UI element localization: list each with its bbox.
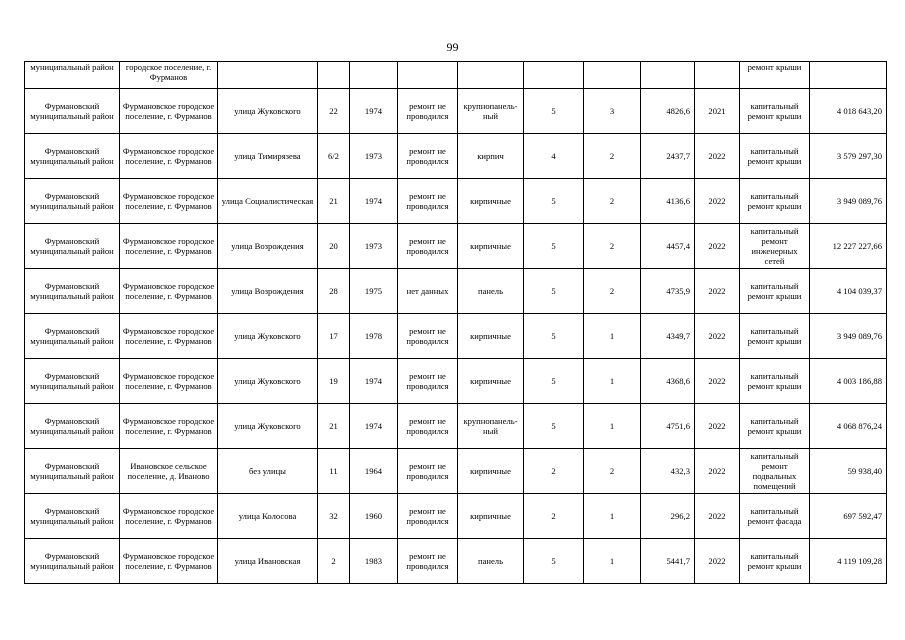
cell-work-type: капитальный ремонт крыши [740, 134, 810, 179]
cell-district: муниципальный район [25, 62, 120, 89]
cell-work-type: капитальный ремонт крыши [740, 314, 810, 359]
cell-cost: 4 018 643,20 [810, 89, 887, 134]
cell-floors: 2 [524, 494, 584, 539]
cell-house: 21 [318, 179, 350, 224]
cell-last-repair: ремонт не проводился [398, 224, 458, 269]
cell-entrances: 2 [584, 134, 641, 179]
cell-empty [218, 62, 318, 89]
cell-house: 17 [318, 314, 350, 359]
cell-street: улица Жуковского [218, 404, 318, 449]
cell-cost: 4 068 876,24 [810, 404, 887, 449]
cell-floors: 5 [524, 269, 584, 314]
table-row-continued [25, 62, 887, 89]
cell-settlement: Фурмановское городское поселение, г. Фурманов [120, 224, 218, 269]
cell-last-repair: ремонт не проводился [398, 359, 458, 404]
cell-area: 2437,7 [641, 134, 695, 179]
cell-area: 5441,7 [641, 539, 695, 584]
cell-empty [398, 62, 458, 89]
cell-year: 1964 [350, 449, 398, 494]
cell-district: Фурмановский муниципальный район [25, 269, 120, 314]
cell-area: 296,2 [641, 494, 695, 539]
cell-work-type: капитальный ремонт подвальных помещений [740, 449, 810, 494]
cell-work-type: капитальный ремонт инженерных сетей [740, 224, 810, 269]
cell-district: Фурмановский муниципальный район [25, 539, 120, 584]
table-row [25, 404, 887, 449]
cell-plan-year: 2022 [695, 359, 740, 404]
cell-settlement: Фурмановское городское поселение, г. Фурманов [120, 134, 218, 179]
cell-material: кирпичные [458, 449, 524, 494]
cell-year: 1974 [350, 359, 398, 404]
cell-work-type: капитальный ремонт крыши [740, 89, 810, 134]
cell-year: 1983 [350, 539, 398, 584]
cell-empty [350, 62, 398, 89]
cell-area: 432,3 [641, 449, 695, 494]
cell-entrances: 2 [584, 269, 641, 314]
cell-street: улица Социалистическая [218, 179, 318, 224]
cell-entrances: 1 [584, 404, 641, 449]
cell-work-type: капитальный ремонт крыши [740, 539, 810, 584]
cell-cost: 4 003 186,88 [810, 359, 887, 404]
cell-settlement: городское поселение, г. Фурманов [120, 62, 218, 89]
cell-work-type: капитальный ремонт фасада [740, 494, 810, 539]
cell-street: без улицы [218, 449, 318, 494]
cell-floors: 2 [524, 449, 584, 494]
cell-area: 4735,9 [641, 269, 695, 314]
cell-cost: 3 949 089,76 [810, 314, 887, 359]
cell-empty [524, 62, 584, 89]
cell-street: улица Возрождения [218, 224, 318, 269]
cell-entrances: 3 [584, 89, 641, 134]
cell-work-type: капитальный ремонт крыши [740, 404, 810, 449]
cell-plan-year: 2022 [695, 314, 740, 359]
cell-district: Фурмановский муниципальный район [25, 494, 120, 539]
cell-street: улица Ивановская [218, 539, 318, 584]
cell-district: Фурмановский муниципальный район [25, 449, 120, 494]
cell-district: Фурмановский муниципальный район [25, 224, 120, 269]
cell-floors: 4 [524, 134, 584, 179]
cell-floors: 5 [524, 314, 584, 359]
cell-last-repair: ремонт не проводился [398, 89, 458, 134]
table-row [25, 494, 887, 539]
cell-year: 1974 [350, 179, 398, 224]
cell-empty [318, 62, 350, 89]
cell-empty [584, 62, 641, 89]
cell-district: Фурмановский муниципальный район [25, 89, 120, 134]
table-row [25, 179, 887, 224]
cell-floors: 5 [524, 404, 584, 449]
table-row [25, 224, 887, 269]
cell-settlement: Фурмановское городское поселение, г. Фурманов [120, 359, 218, 404]
cell-street: улица Жуковского [218, 359, 318, 404]
cell-material: кирпичные [458, 179, 524, 224]
cell-area: 4826,6 [641, 89, 695, 134]
cell-year: 1974 [350, 404, 398, 449]
table-row [25, 539, 887, 584]
cell-district: Фурмановский муниципальный район [25, 314, 120, 359]
cell-material: кирпичные [458, 494, 524, 539]
cell-plan-year: 2022 [695, 539, 740, 584]
cell-area: 4751,6 [641, 404, 695, 449]
cell-street: улица Тимирязева [218, 134, 318, 179]
cell-house: 11 [318, 449, 350, 494]
cell-entrances: 1 [584, 539, 641, 584]
cell-empty [641, 62, 695, 89]
cell-entrances: 2 [584, 449, 641, 494]
cell-floors: 5 [524, 539, 584, 584]
table-row [25, 314, 887, 359]
cell-cost: 59 938,40 [810, 449, 887, 494]
cell-street: улица Жуковского [218, 89, 318, 134]
cell-work-type: капитальный ремонт крыши [740, 269, 810, 314]
cell-house: 21 [318, 404, 350, 449]
cell-settlement: Фурмановское городское поселение, г. Фурманов [120, 539, 218, 584]
cell-work-type: ремонт крыши [740, 62, 810, 89]
cell-entrances: 1 [584, 314, 641, 359]
cell-empty [695, 62, 740, 89]
cell-entrances: 2 [584, 179, 641, 224]
cell-entrances: 2 [584, 224, 641, 269]
cell-settlement: Ивановское сельское поселение, д. Иваново [120, 449, 218, 494]
cell-year: 1960 [350, 494, 398, 539]
cell-settlement: Фурмановское городское поселение, г. Фурманов [120, 494, 218, 539]
cell-last-repair: ремонт не проводился [398, 179, 458, 224]
cell-plan-year: 2022 [695, 494, 740, 539]
cell-floors: 5 [524, 359, 584, 404]
cell-empty [810, 62, 887, 89]
cell-plan-year: 2022 [695, 179, 740, 224]
cell-year: 1974 [350, 89, 398, 134]
cell-floors: 5 [524, 89, 584, 134]
cell-settlement: Фурмановское городское поселение, г. Фурманов [120, 314, 218, 359]
cell-cost: 3 579 297,30 [810, 134, 887, 179]
cell-house: 22 [318, 89, 350, 134]
table-row [25, 134, 887, 179]
cell-empty [458, 62, 524, 89]
cell-district: Фурмановский муниципальный район [25, 134, 120, 179]
cell-settlement: Фурмановское городское поселение, г. Фурманов [120, 89, 218, 134]
cell-cost: 3 949 089,76 [810, 179, 887, 224]
cell-material: кирпич [458, 134, 524, 179]
housing-repair-table [24, 61, 887, 584]
cell-house: 6/2 [318, 134, 350, 179]
cell-material: крупнопанель-ный [458, 89, 524, 134]
cell-settlement: Фурмановское городское поселение, г. Фурманов [120, 404, 218, 449]
table-row [25, 449, 887, 494]
cell-house: 32 [318, 494, 350, 539]
cell-plan-year: 2022 [695, 404, 740, 449]
cell-entrances: 1 [584, 494, 641, 539]
cell-work-type: капитальный ремонт крыши [740, 359, 810, 404]
cell-last-repair: ремонт не проводился [398, 404, 458, 449]
cell-settlement: Фурмановское городское поселение, г. Фурманов [120, 269, 218, 314]
cell-cost: 4 119 109,28 [810, 539, 887, 584]
cell-plan-year: 2022 [695, 269, 740, 314]
page-number: 99 [446, 40, 459, 54]
cell-plan-year: 2022 [695, 224, 740, 269]
cell-cost: 697 592,47 [810, 494, 887, 539]
cell-street: улица Жуковского [218, 314, 318, 359]
cell-area: 4349,7 [641, 314, 695, 359]
cell-material: кирпичные [458, 224, 524, 269]
cell-last-repair: нет данных [398, 269, 458, 314]
cell-last-repair: ремонт не проводился [398, 539, 458, 584]
cell-material: панель [458, 269, 524, 314]
cell-street: улица Возрождения [218, 269, 318, 314]
cell-last-repair: ремонт не проводился [398, 449, 458, 494]
cell-last-repair: ремонт не проводился [398, 314, 458, 359]
cell-plan-year: 2021 [695, 89, 740, 134]
cell-street: улица Колосова [218, 494, 318, 539]
cell-house: 20 [318, 224, 350, 269]
cell-plan-year: 2022 [695, 449, 740, 494]
cell-year: 1975 [350, 269, 398, 314]
cell-material: кирпичные [458, 359, 524, 404]
cell-area: 4136,6 [641, 179, 695, 224]
cell-material: панель [458, 539, 524, 584]
cell-year: 1973 [350, 224, 398, 269]
cell-house: 2 [318, 539, 350, 584]
cell-floors: 5 [524, 224, 584, 269]
cell-house: 19 [318, 359, 350, 404]
cell-material: крупнопанель-ный [458, 404, 524, 449]
table-row [25, 359, 887, 404]
cell-floors: 5 [524, 179, 584, 224]
cell-last-repair: ремонт не проводился [398, 494, 458, 539]
cell-material: кирпичные [458, 314, 524, 359]
cell-area: 4368,6 [641, 359, 695, 404]
cell-area: 4457,4 [641, 224, 695, 269]
cell-district: Фурмановский муниципальный район [25, 404, 120, 449]
cell-plan-year: 2022 [695, 134, 740, 179]
cell-year: 1978 [350, 314, 398, 359]
cell-last-repair: ремонт не проводился [398, 134, 458, 179]
cell-cost: 12 227 227,66 [810, 224, 887, 269]
cell-house: 28 [318, 269, 350, 314]
table-row [25, 89, 887, 134]
cell-cost: 4 104 039,37 [810, 269, 887, 314]
cell-district: Фурмановский муниципальный район [25, 179, 120, 224]
cell-entrances: 1 [584, 359, 641, 404]
cell-year: 1973 [350, 134, 398, 179]
cell-settlement: Фурмановское городское поселение, г. Фурманов [120, 179, 218, 224]
cell-district: Фурмановский муниципальный район [25, 359, 120, 404]
cell-work-type: капитальный ремонт крыши [740, 179, 810, 224]
table-row [25, 269, 887, 314]
